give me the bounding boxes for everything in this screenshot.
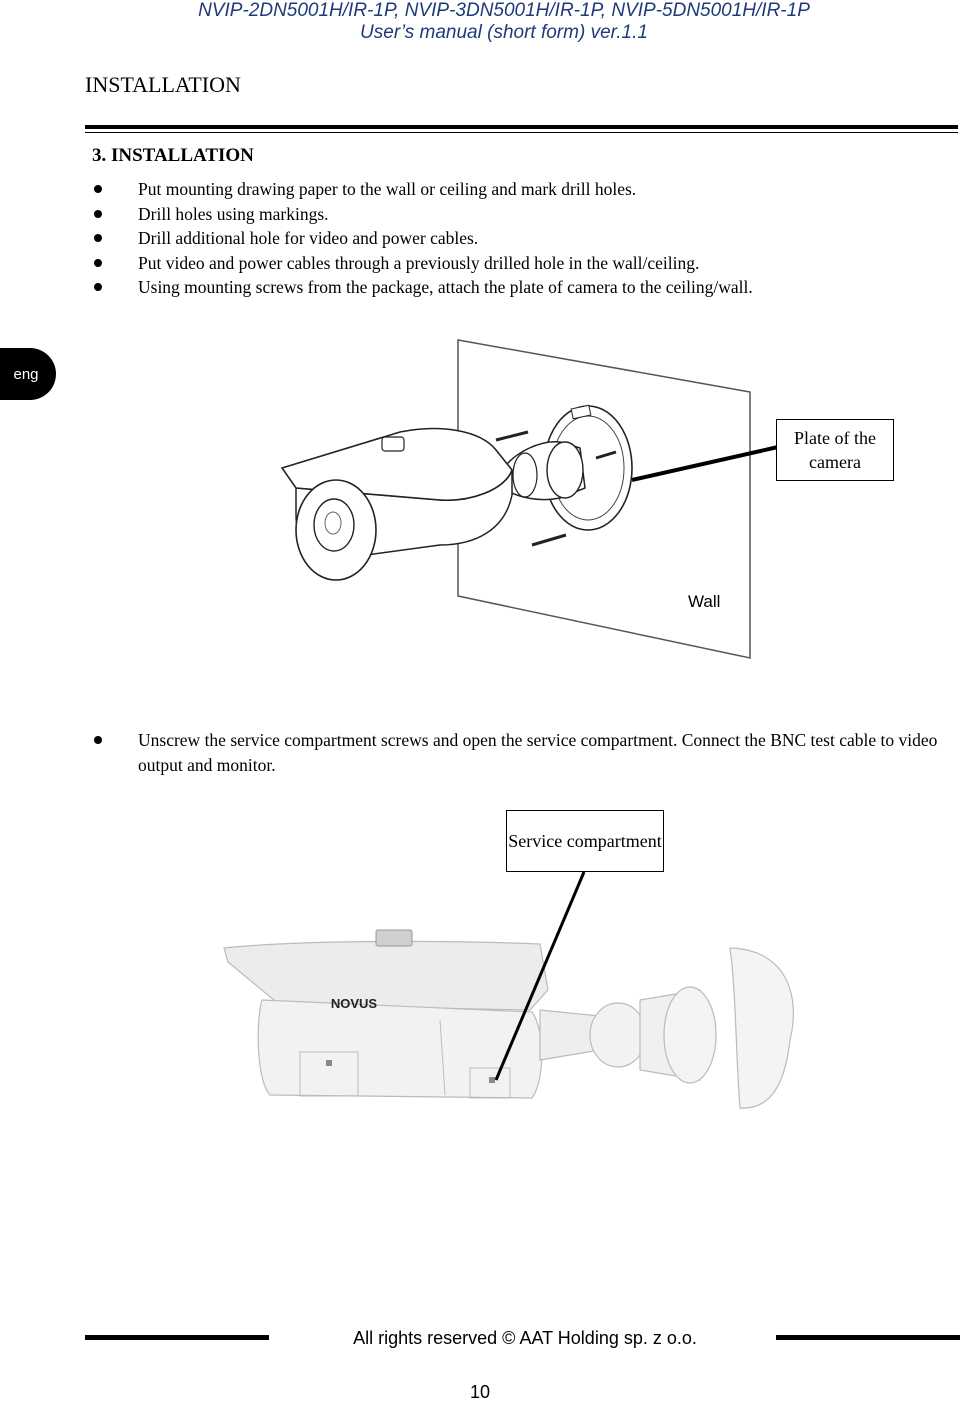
bullet-icon: [94, 234, 102, 242]
bullet-icon: [94, 210, 102, 218]
bullet-icon: [94, 283, 102, 291]
section-title: INSTALLATION: [85, 72, 241, 97]
footer-copyright: All rights reserved © AAT Holding sp. z o.o.: [353, 1328, 697, 1348]
list-item: [90, 226, 753, 251]
camera-sunshield: [224, 941, 548, 1010]
page-number: 10: [469, 1382, 491, 1402]
list-item-text: Drill additional hole for video and power cables.: [138, 228, 479, 248]
bullet-icon: [94, 736, 102, 744]
list-item-text: Put mounting drawing paper to the wall or ceiling and mark drill holes.: [138, 179, 637, 199]
list-item-text: Drill holes using markings.: [138, 203, 329, 224]
list-item-text: Unscrew the service compartment screws and open the service compartment. Connect the BNC test cable to video output and monitor.: [138, 730, 938, 775]
wall-label: Wall: [688, 592, 721, 611]
service-steps-list: [90, 728, 960, 777]
bullet-icon: [94, 185, 102, 193]
mounting-plate: [730, 948, 793, 1108]
list-item: [90, 177, 753, 202]
service-compartment-callout: Service compartment: [506, 810, 664, 872]
bullet-icon: [94, 259, 102, 267]
brand-logo: NOVUS: [330, 996, 378, 1011]
camera-side-view-illustration: [0, 860, 960, 1120]
header-manual-version: User’s manual (short form) ver.1.1: [360, 22, 648, 43]
installation-steps-list: [90, 177, 753, 300]
list-item: [90, 275, 753, 300]
camera-wall-mount-illustration: [0, 330, 960, 670]
header-rule-thin: [85, 132, 958, 133]
list-item: [90, 251, 753, 276]
plate-callout: Plate of the camera: [776, 419, 894, 481]
language-tab: eng: [0, 348, 56, 400]
list-item-text: Put video and power cables through a previously drilled hole in the wall/ceiling.: [138, 252, 700, 273]
chapter-heading: 3. INSTALLATION: [92, 145, 254, 166]
list-item: [90, 728, 960, 777]
list-item-text: Using mounting screws from the package, attach the plate of camera to the ceiling/wall.: [138, 277, 753, 297]
header-rule-thick: [85, 125, 958, 129]
list-item: [90, 202, 753, 227]
footer-rule-left: [85, 1335, 269, 1340]
footer-rule-right: [776, 1335, 960, 1340]
camera-body: [258, 1000, 542, 1098]
header-models: NVIP-2DN5001H/IR-1P, NVIP-3DN5001H/IR-1P, NVIP-5DN5001H/IR-1P: [198, 0, 810, 21]
